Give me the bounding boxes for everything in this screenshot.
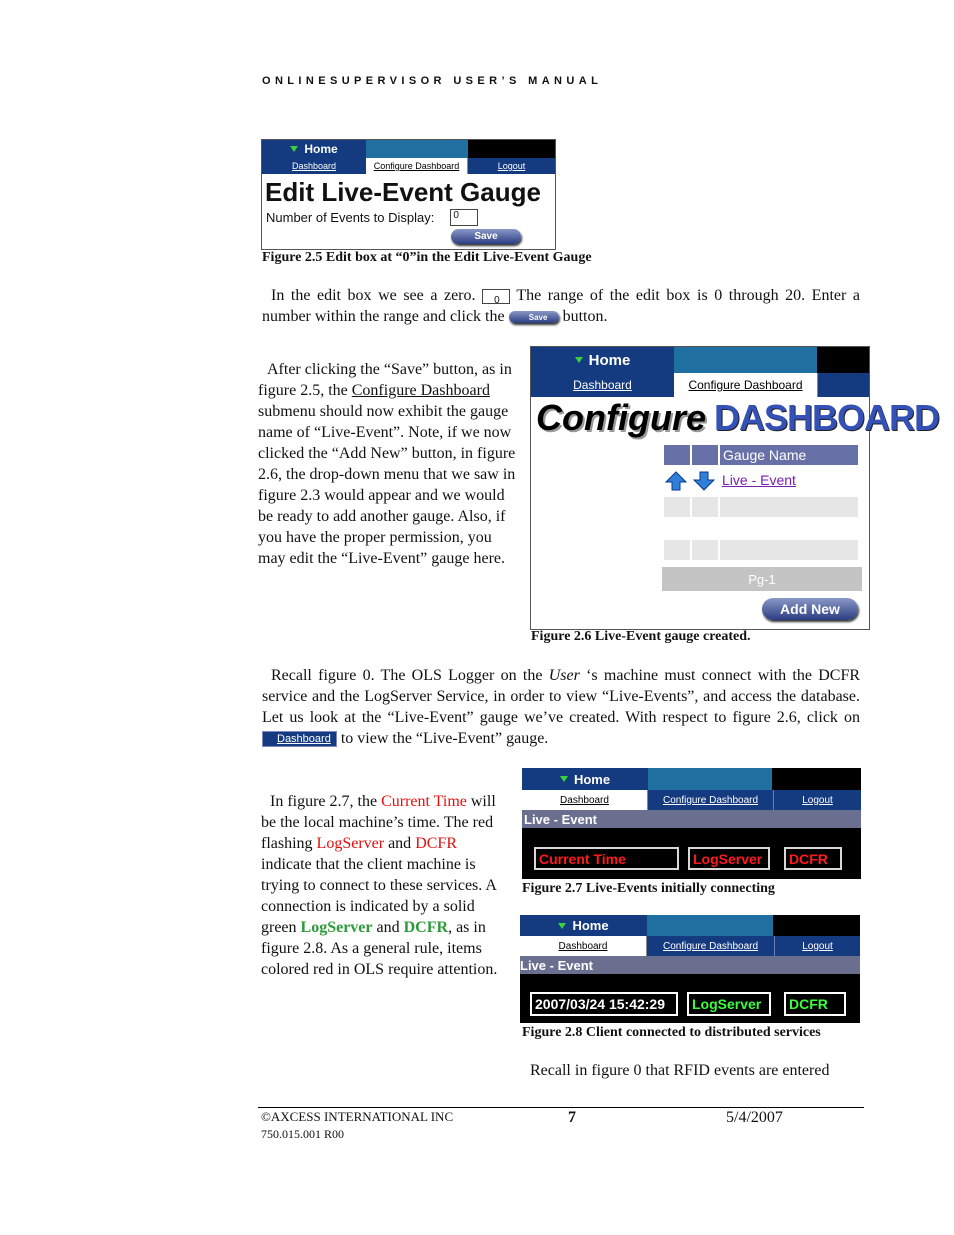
footer-date: 5/4/2007 [726, 1109, 783, 1126]
running-header: ONLINESUPERVISOR USER’S MANUAL [262, 75, 603, 87]
figure-caption: Figure 2.8 Client connected to distributed services [522, 1025, 821, 1040]
home-menu[interactable]: Home [522, 768, 648, 790]
configure-dashboard-reference: Configure Dashboard [351, 382, 490, 399]
logout-link[interactable]: Logout [468, 158, 555, 174]
dashboard-link[interactable]: Dashboard [522, 790, 648, 810]
dashboard-link[interactable]: Dashboard [520, 936, 647, 956]
figure-2-6 [530, 346, 939, 630]
nav-sub-bar [262, 158, 555, 174]
dashboard-link[interactable]: Dashboard [262, 158, 366, 174]
figure-caption: Figure 2.7 Live-Events initially connecting [522, 881, 775, 896]
triangle-down-icon [575, 357, 583, 363]
dashboard-logo-text: DASHBOARD [713, 397, 939, 438]
paragraph: In the edit box we see a zero. 0 The range of the edit box is 0 through 20. Enter a number within the range and click the Save button. [262, 287, 860, 325]
paragraph: After clicking the “Save” button, as in figure 2.5, the Configure Dashboard submenu should now exhibit the gauge name of “Live-Event”. Note, if we now clicked the “Add New” button, in figure 2.6, the drop-down menu that we saw in figure 2.3 would appear and we would be ready to add another gauge. Also, if you have the proper permission, you may edit the “Live-Event” gauge here. [258, 361, 516, 567]
nav-top-bar [262, 140, 555, 158]
footer-rule [258, 1107, 864, 1108]
nav-sub-bar [531, 373, 869, 397]
paragraph: Recall in figure 0 that RFID events are entered [530, 1062, 830, 1079]
gauge-name-header: Gauge Name [720, 445, 858, 465]
triangle-down-icon [558, 923, 566, 929]
configure-logo-text: Configure [536, 397, 706, 438]
dashboard-link[interactable]: Dashboard [531, 373, 674, 397]
figure-2-7 [522, 768, 861, 879]
save-button[interactable]: Save [451, 229, 521, 244]
gauge-name-link[interactable]: Live - Event [722, 472, 796, 488]
home-menu[interactable]: Home [262, 140, 366, 158]
nav-sub-bar [522, 790, 861, 810]
live-event-band: Live - Event [520, 956, 860, 974]
logserver-status: LogServer [688, 847, 770, 870]
footer-company: ©AXCESS INTERNATIONAL INC [261, 1109, 454, 1124]
logserver-status: LogServer [687, 992, 771, 1016]
zero-input-inline: 0 [482, 289, 510, 304]
configure-dashboard-link[interactable]: Configure Dashboard [674, 373, 818, 397]
triangle-down-icon [290, 146, 298, 152]
page-number: 7 [568, 1109, 576, 1126]
footer-doc-number: 750.015.001 R00 [261, 1127, 345, 1141]
figure-caption: Figure 2.6 Live-Event gauge created. [531, 629, 751, 644]
paragraph: Recall figure 0. The OLS Logger on the User ‘s machine must connect with the DCFR service and the LogServer Service, in order to view “Live-Events”, and access the database. Let us look at the “Live-Event” gauge we’ve created. With respect to figure 2.6, click on Dashboard to view the “Live-Event” gauge. [262, 667, 861, 747]
arrow-down-icon[interactable] [693, 471, 715, 491]
paragraph: In figure 2.7, the Current Time will be the local machine’s time. The red flashing LogServer and DCFR indicate that the client machine is trying to connect to these services. A connection is indicated by a solid green LogServer and DCFR, as in figure 2.8. As a general rule, items colored red in OLS require attention. [261, 793, 498, 978]
nav-top-bar [520, 915, 860, 936]
events-count-input[interactable]: 0 [450, 209, 478, 226]
home-menu[interactable]: Home [520, 915, 647, 936]
page-indicator[interactable]: Pg-1 [662, 567, 862, 591]
configure-dashboard-link[interactable]: Configure Dashboard [648, 790, 774, 810]
save-button-inline: Save [509, 311, 559, 323]
figure-caption: Figure 2.5 Edit box at “0”in the Edit Live-Event Gauge [262, 250, 592, 265]
nav-top-bar [531, 347, 869, 373]
figure-2-5 [261, 139, 556, 250]
datetime-display: 2007/03/24 15:42:29 [530, 992, 678, 1016]
edit-gauge-title: Edit Live-Event Gauge [265, 177, 541, 207]
events-label: Number of Events to Display: [266, 210, 435, 225]
nav-sub-bar [520, 936, 860, 956]
dcfr-status: DCFR [784, 847, 842, 870]
logout-link[interactable]: Logout [774, 790, 861, 810]
add-new-button[interactable]: Add New [762, 598, 858, 620]
home-menu[interactable]: Home [531, 347, 674, 373]
configure-dashboard-link[interactable]: Configure Dashboard [647, 936, 775, 956]
nav-top-bar [522, 768, 861, 790]
dcfr-status: DCFR [784, 992, 846, 1016]
dashboard-button-inline: Dashboard [262, 731, 337, 747]
live-event-band: Live - Event [522, 810, 861, 828]
logout-link[interactable]: Logout [775, 936, 860, 956]
figure-2-8 [520, 915, 860, 1023]
triangle-down-icon [560, 776, 568, 782]
arrow-up-icon[interactable] [665, 471, 687, 491]
configure-dashboard-link[interactable]: Configure Dashboard [366, 158, 468, 174]
current-time-indicator: Current Time [534, 847, 679, 870]
